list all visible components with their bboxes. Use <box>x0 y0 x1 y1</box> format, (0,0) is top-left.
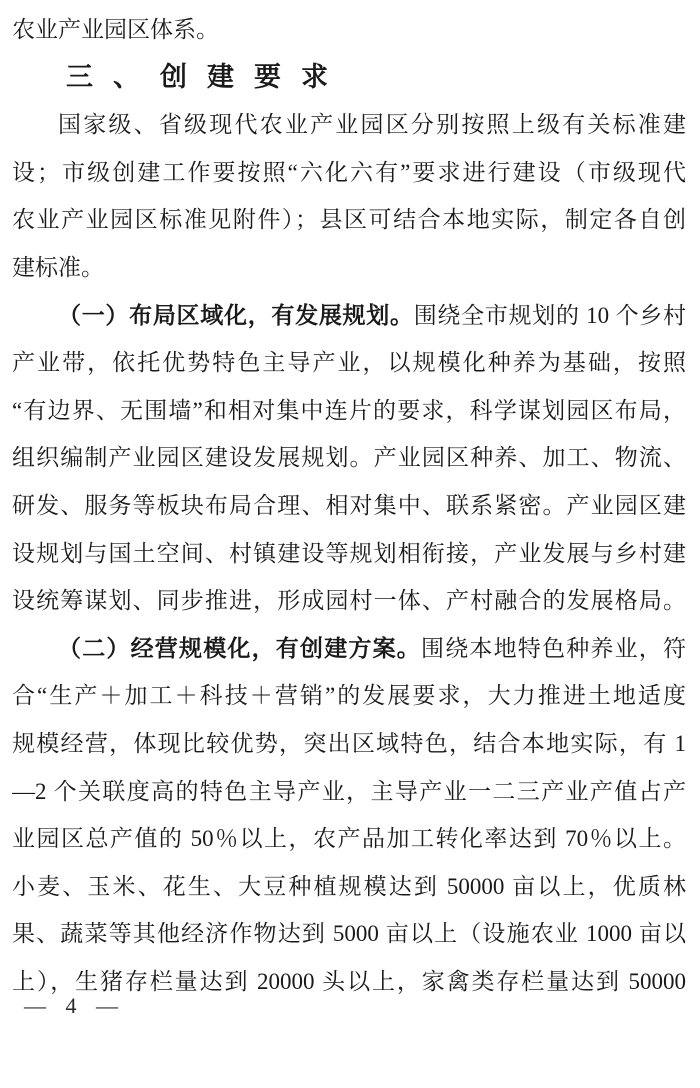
line-text: 三、创建要求 <box>66 61 348 92</box>
text-line <box>12 577 686 625</box>
line-text: 规模经营，体现比较优势，突出区域特色，结合本地实际，有 1 <box>12 730 686 756</box>
line-text: “有边界、无围墙”和相对集中连片的要求，科学谋划园区布局， <box>12 397 686 423</box>
text-line <box>12 625 686 673</box>
line-text: 设规划与国土空间、村镇建设等规划相衔接，产业发展与乡村建 <box>12 540 686 566</box>
line-text: 农业产业园区标准见附件）；县区可结合本地实际，制定各自创 <box>12 207 686 233</box>
line-text: 农业产业园区体系。 <box>12 17 219 42</box>
line-text: 上），生猪存栏量达到 20000 头以上，家禽类存栏量达到 50000 <box>12 968 686 994</box>
text-line <box>12 292 686 340</box>
line-text: 建标准。 <box>12 254 104 280</box>
text-line <box>12 530 686 578</box>
line-text: 业园区总产值的 50％以上，农产品加工转化率达到 70％以上。 <box>12 826 686 852</box>
text-line <box>12 196 686 244</box>
document-body <box>12 6 686 1005</box>
text-line <box>12 768 686 816</box>
text-line <box>12 434 686 482</box>
text-line <box>12 6 686 54</box>
text-line <box>12 910 686 958</box>
subsection-title: （一）布局区域化，有发展规划。 <box>58 302 414 328</box>
line-text: 设统筹谋划、同步推进，形成园村一体、产村融合的发展格局。 <box>12 588 686 614</box>
text-line <box>12 482 686 530</box>
line-text: 国家级、省级现代农业产业园区分别按照上级有关标准建 <box>58 112 686 138</box>
line-text: 研发、服务等板块布局合理、相对集中、联系紧密。产业园区建 <box>12 492 686 518</box>
line-text: —2 个关联度高的特色主导产业，主导产业一二三产业产值占产 <box>12 778 686 804</box>
section-heading <box>12 54 686 102</box>
text-line <box>12 672 686 720</box>
line-text: 果、蔬菜等其他经济作物达到 5000 亩以上（设施农业 1000 亩以 <box>12 921 686 947</box>
line-text: 围绕本地特色种养业，符 <box>421 635 686 661</box>
line-text: 产业带，依托优势特色主导产业，以规模化种养为基础，按照 <box>12 350 686 376</box>
text-line <box>12 149 686 197</box>
line-text: 设；市级创建工作要按照“六化六有”要求进行建设（市级现代 <box>12 159 686 185</box>
text-line <box>12 244 686 292</box>
line-text: 组织编制产业园区建设发展规划。产业园区种养、加工、物流、 <box>12 445 686 471</box>
text-line <box>12 815 686 863</box>
text-line <box>12 720 686 768</box>
subsection-title: （二）经营规模化，有创建方案。 <box>58 635 421 661</box>
text-line <box>12 387 686 435</box>
line-text: 围绕全市规划的 10 个乡村 <box>413 302 686 328</box>
page-number: — 4 — <box>24 993 122 1018</box>
line-text: 小麦、玉米、花生、大豆种植规模达到 50000 亩以上，优质林 <box>12 873 686 899</box>
line-text: 合“生产＋加工＋科技＋营销”的发展要求，大力推进土地适度 <box>12 683 686 709</box>
text-line <box>12 863 686 911</box>
text-line <box>12 339 686 387</box>
text-line <box>12 101 686 149</box>
